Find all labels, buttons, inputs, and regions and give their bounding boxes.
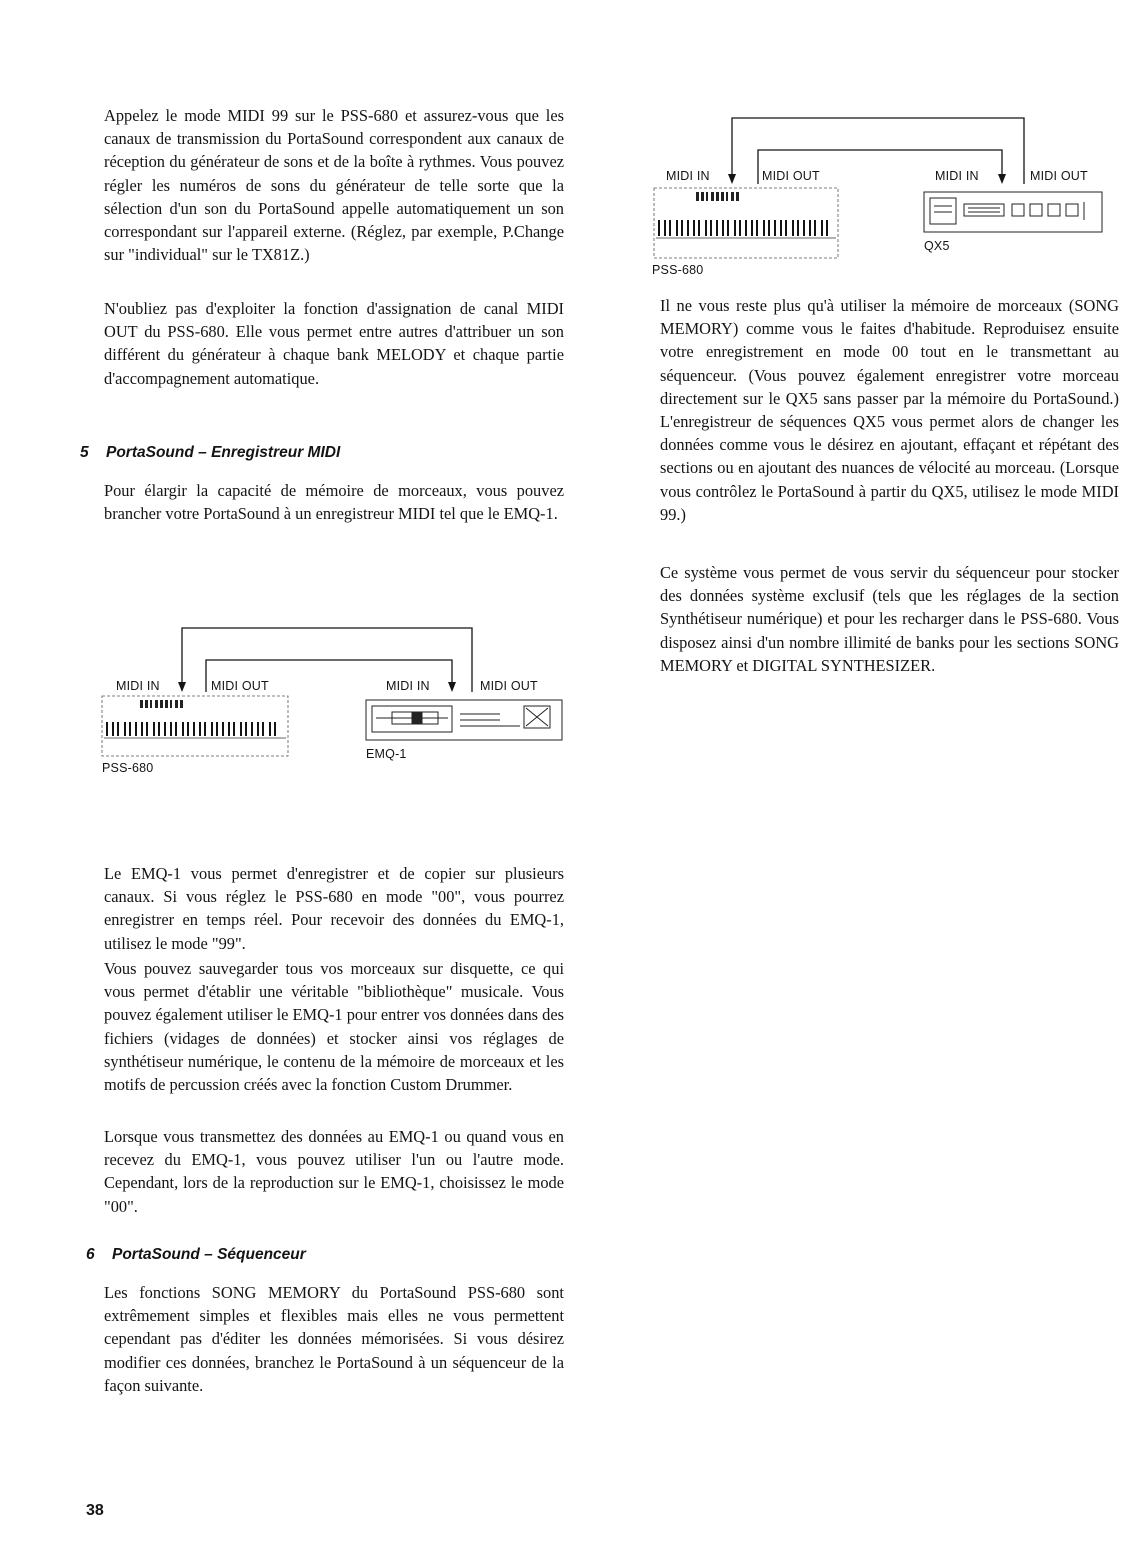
emq-paragraph-1: Le EMQ-1 vous permet d'enregistrer et de copier sur plusieurs canaux. Si vous réglez le PSS-680 en mode "00", vous pourrez enregistrer en temps réel. Pour recevoir des données du EMQ-1, utilisez le mode "99". (104, 864, 564, 953)
qx5-pss-680-keyboard-image (654, 188, 838, 258)
qx5-pss-680-label: PSS-680 (652, 263, 704, 277)
pss-680-keyboard-image (102, 696, 288, 756)
emq-1-device-image (366, 700, 562, 740)
section-5-number: 5 (80, 444, 89, 461)
emq-left-midi-out-label: MIDI OUT (211, 679, 269, 693)
qx5-right-midi-out-label: MIDI OUT (1030, 169, 1088, 183)
emq-paragraph-2: Vous pouvez sauvegarder tous vos morceaux sur disquette, ce qui vous permet d'établir une véritable "bibliothèque" musicale. Vous pouvez également utiliser le EMQ-1 pour entrer vos données dans des fichiers (vidages de données) et stocker ainsi vos réglages de synthétiseur numérique, le contenu de la mémoire de morceaux et les motifs de percussion créés avec la fonction Custom Drummer. (104, 959, 564, 1095)
qx5-left-midi-in-label: MIDI IN (666, 169, 710, 183)
section-6-title: PortaSound – Séquenceur (112, 1246, 306, 1263)
section-6-heading (86, 1246, 306, 1264)
qx5-connection-diagram (652, 112, 1114, 280)
qx5-paragraph-1: Il ne vous reste plus qu'à utiliser la mémoire de morceaux (SONG MEMORY) comme vous le faites d'habitude. Reproduisez ensuite votre enregistrement en mode 00 tout en le transmettant au séquenceur. (Vous pouvez également enregistrer votre morceau directement sur le QX5 sans passer par la mémoire du PortaSound.) L'enregistreur de séquences QX5 vous permet alors de changer les données comme vous le désirez en ajoutant, effaçant et répétant des sections ou en ajoutant des nuances de vélocité au morceau. (Lorsque vous contrôlez le PortaSound à partir du QX5, utilisez le mode MIDI 99.) (660, 296, 1119, 524)
midi-out-paragraph: N'oubliez pas d'exploiter la fonction d'assignation de canal MIDI OUT du PSS-680. Elle vous permet entre autres d'attribuer un son différent du générateur à chaque bank MELODY et chaque partie d'accompagnement automatique. (104, 299, 564, 388)
qx5-label: QX5 (924, 239, 950, 253)
emq-paragraph-3: Lorsque vous transmettez des données au EMQ-1 ou quand vous en recevez du EMQ-1, vous pouvez utiliser l'un ou l'autre mode. Cependant, lors de la reproduction sur le EMQ-1, choisissez le mode "00". (104, 1127, 564, 1216)
emq-right-midi-out-label: MIDI OUT (480, 679, 538, 693)
section-5-heading (80, 444, 340, 462)
emq-1-label: EMQ-1 (366, 747, 407, 761)
qx5-device-image (924, 192, 1102, 232)
emq-connection-diagram (100, 620, 570, 780)
section-5-title: PortaSound – Enregistreur MIDI (106, 444, 341, 461)
qx5-left-midi-out-label: MIDI OUT (762, 169, 820, 183)
emq-right-midi-in-label: MIDI IN (386, 679, 430, 693)
section-6-paragraph: Les fonctions SONG MEMORY du PortaSound PSS-680 sont extrêmement simples et flexibles mais elles ne vous permettent cependant pas d'éditer les données mémorisées. Si vous désirez modifier ces données, branchez le PortaSound à un séquenceur de la façon suivante. (104, 1283, 564, 1395)
qx5-right-midi-in-label: MIDI IN (935, 169, 979, 183)
emq-left-midi-in-label: MIDI IN (116, 679, 160, 693)
section-6-number: 6 (86, 1246, 95, 1263)
page-number: 38 (86, 1502, 104, 1519)
qx5-paragraph-2: Ce système vous permet de vous servir du séquenceur pour stocker des données système exclusif (tels que les réglages de la section Synthétiseur numérique) et pour les recharger dans le PSS-680. Vous disposez ainsi d'un nombre illimité de banks pour les sections SONG MEMORY et DIGITAL SYNTHESIZER. (660, 563, 1119, 675)
intro-paragraph: Appelez le mode MIDI 99 sur le PSS-680 et assurez-vous que les canaux de transmission du PortaSound correspondent aux canaux de réception du générateur de sons et de la boîte à rythmes. Vous pouvez régler les numéros de sons du générateur de telle sorte que la sélection d'un son du PortaSound appelle automatiquement un son correspondant sur l'appareil externe. (Réglez, par exemple, P.Change sur "individual" sur le TX81Z.) (104, 106, 564, 265)
emq-pss-680-label: PSS-680 (102, 761, 154, 775)
section-5-paragraph: Pour élargir la capacité de mémoire de morceaux, vous pouvez brancher votre PortaSound à un enregistreur MIDI tel que le EMQ-1. (104, 481, 564, 524)
